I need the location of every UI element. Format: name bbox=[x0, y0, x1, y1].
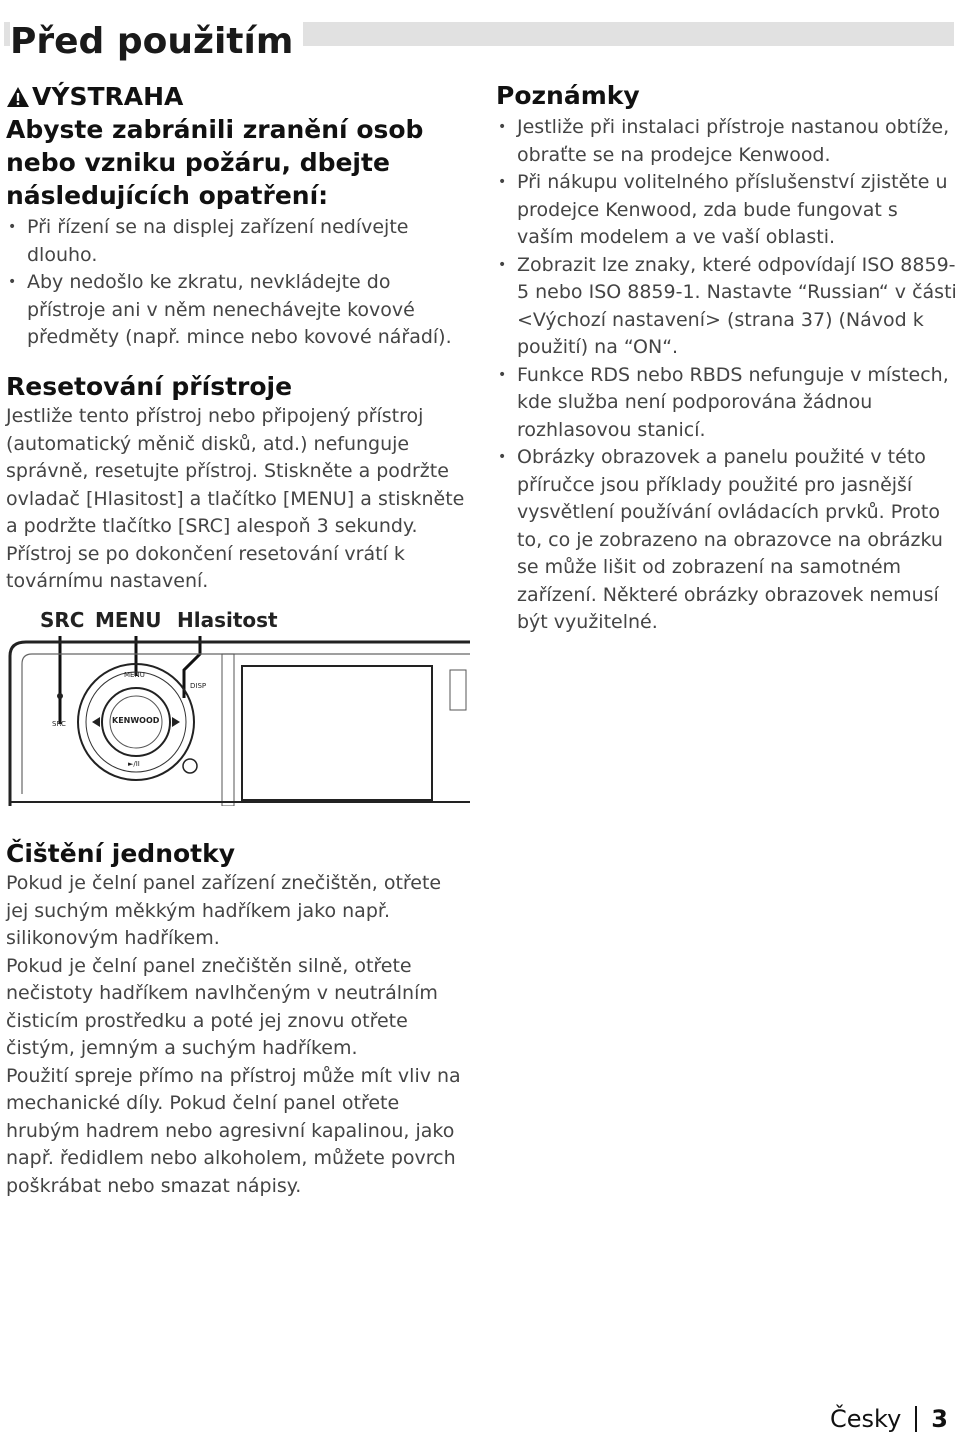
footer-separator bbox=[915, 1406, 917, 1432]
warning-item: • Při řízení se na displej zařízení nedívejte dlouho. bbox=[6, 214, 468, 269]
volume-label: Hlasitost bbox=[177, 608, 278, 632]
notes-heading: Poznámky bbox=[496, 81, 640, 110]
reset-text: Jestliže tento přístroj nebo připojený přístroj (automatický měnič disků, atd.) nefunguje správně, resetujte přístroj. Stiskněte a podržte ovladač [Hlasitost] a tlačítko [MENU] a stiskněte a podržte tlačítko [SRC] alespoň 3 sekundy. Přístroj se po dokončení resetování vrátí k továrnímu nastavení. bbox=[6, 405, 465, 592]
panel-disp-text: DISP bbox=[190, 682, 207, 690]
warning-list bbox=[6, 214, 468, 352]
page-footer bbox=[830, 1405, 948, 1433]
cleaning-section bbox=[6, 838, 468, 1200]
panel-src-text: SRC bbox=[52, 720, 66, 728]
warning-item: • Aby nedošlo ke zkratu, nevkládejte do přístroje ani v něm nenechávejte kovové předměty (např. mince nebo kovové nářadí). bbox=[6, 269, 468, 352]
cleaning-paragraph: Pokud je čelní panel zařízení znečištěn, otřete jej suchým měkkým hadříkem jako např. silikonovým hadříkem. bbox=[6, 872, 442, 949]
footer-language: Česky bbox=[830, 1405, 902, 1433]
notes-item: • Obrázky obrazovek a panelu použité v této příručce jsou příklady použité pro jasnější vysvětlení používání ovládacích prvků. Proto to, co je zobrazeno na obrazovce na obrázku se může lišit od zobrazení na samotném zařízení. Některé obrázky obrazovek nemusí být využitelné. bbox=[496, 444, 958, 637]
warning-section bbox=[6, 80, 468, 352]
notes-item: • Zobrazit lze znaky, které odpovídají ISO 8859-5 nebo ISO 8859-1. Nastavte “Russian“ v části <Výchozí nastavení> (strana 37) (Návod k použití) na “ON“. bbox=[496, 252, 958, 362]
warning-heading bbox=[6, 80, 468, 113]
notes-list bbox=[496, 114, 958, 637]
warning-heading-text: VÝSTRAHA bbox=[32, 82, 184, 111]
title-bar bbox=[4, 21, 954, 62]
notes-item: • Funkce RDS nebo RBDS nefunguje v místech, kde služba není podporována žádnou rozhlasovou stanicí. bbox=[496, 362, 958, 445]
warning-triangle-icon bbox=[6, 86, 30, 108]
panel-play-pause-text: ►/II bbox=[128, 760, 140, 768]
src-label: SRC bbox=[40, 608, 85, 632]
panel-brand-text: KENWOOD bbox=[112, 716, 160, 725]
cleaning-paragraph: Pokud je čelní panel znečištěn silně, otřete nečistoty hadříkem navlhčeným v neutrálním čisticím prostředku a poté jej znovu otřete čistým, jemným a suchým hadříkem. bbox=[6, 954, 438, 1059]
reset-heading: Resetování přístroje bbox=[6, 372, 293, 401]
warning-subheading: Abyste zabránili zranění osob nebo vzniku požáru, dbejte následujících opatření: bbox=[6, 115, 424, 210]
menu-label: MENU bbox=[95, 608, 162, 632]
reset-section bbox=[6, 371, 468, 596]
notes-section bbox=[496, 80, 958, 637]
notes-item: • Jestliže při instalaci přístroje nastanou obtíže, obraťte se na prodejce Kenwood. bbox=[496, 114, 958, 169]
page-number: 3 bbox=[931, 1405, 948, 1433]
panel-menu-text: MENU bbox=[124, 671, 145, 679]
cleaning-paragraph: Použití spreje přímo na přístroj může mít vliv na mechanické díly. Pokud čelní panel otřete hrubým hadrem nebo agresivní kapalinou, jako např. ředidlem nebo alkoholem, můžete povrch poškrábat nebo smazat nápisy. bbox=[6, 1064, 461, 1197]
cleaning-heading: Čištění jednotky bbox=[6, 839, 236, 868]
notes-item: • Při nákupu volitelného příslušenství zjistěte u prodejce Kenwood, zda bude fungovat s vaším modelem a ve vaší oblasti. bbox=[496, 169, 958, 252]
device-illustration bbox=[0, 606, 470, 806]
page-title: Před použitím bbox=[10, 20, 303, 64]
device-panel-drawing bbox=[0, 606, 470, 806]
